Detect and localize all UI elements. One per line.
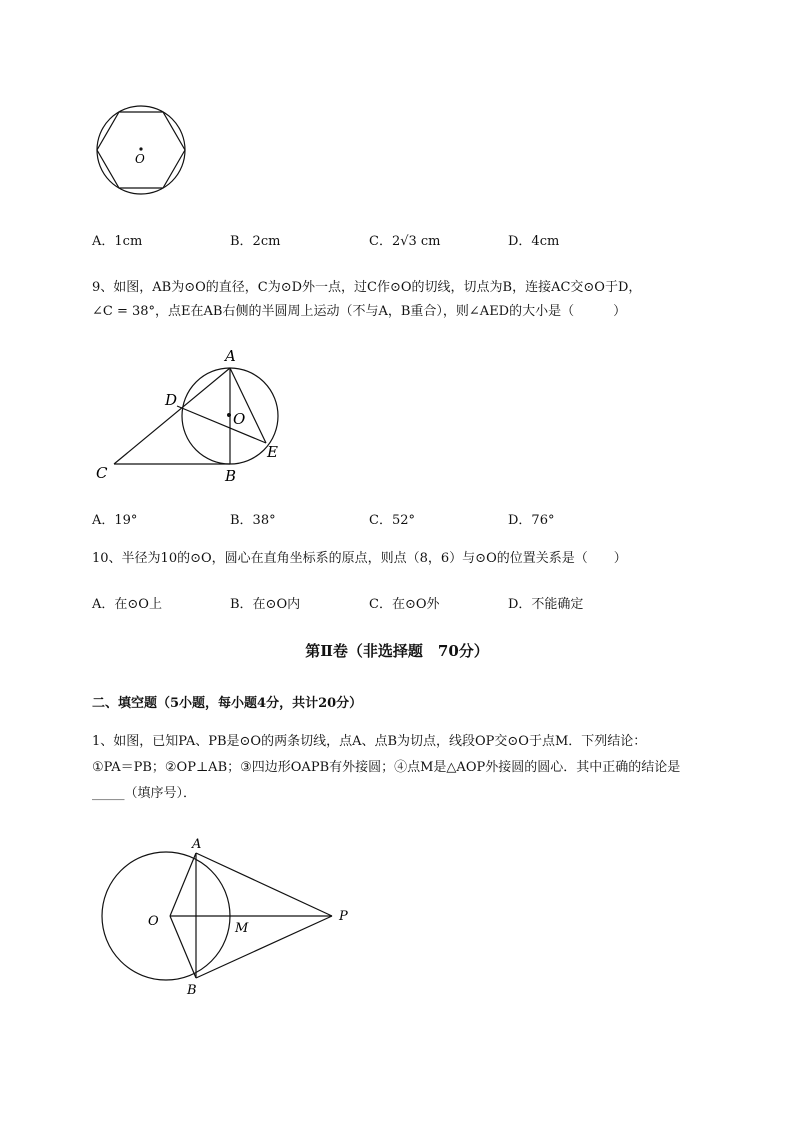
q10-stem: 10、半径为10的⊙O，圆心在直角坐标系的原点，则点（8，6）与⊙O的位置关系是（ ） [92, 551, 627, 566]
q10-option-a[interactable]: A．在⊙O上 [92, 597, 162, 612]
q8-option-d[interactable]: D．4cm [508, 234, 560, 249]
center-point [139, 147, 142, 150]
label-c: C [96, 464, 108, 482]
segment-ca [114, 368, 230, 464]
part2-title: 第Ⅱ卷（非选择题 70分） [305, 642, 489, 660]
q8-option-c[interactable]: C．2√3 cm [369, 234, 441, 249]
center-point-o [227, 413, 231, 417]
label-a: A [192, 837, 202, 852]
label-p: P [339, 909, 348, 924]
label-d: D [165, 391, 178, 409]
label-b: B [187, 983, 197, 998]
q10-option-b[interactable]: B．在⊙O内 [230, 597, 301, 612]
q9-option-b[interactable]: B．38° [230, 513, 276, 528]
q9-option-d[interactable]: D．76° [508, 513, 555, 528]
hexagon-circle-figure [90, 100, 200, 200]
tangent-pb [196, 916, 332, 978]
center-label-o: O [135, 152, 145, 166]
fill1-line3: _____（填序号）． [92, 786, 197, 801]
fill1-figure [96, 830, 366, 1000]
q8-option-a[interactable]: A．1cm [92, 234, 143, 249]
fill1-line2: ①PA＝PB；②OP⊥AB；③四边形OAPB有外接圆；④点M是△AOP外接圆的圆心．其中正确的结论是 [92, 760, 681, 775]
q9-option-a[interactable]: A．19° [92, 513, 138, 528]
segment-de [177, 406, 266, 443]
tangent-pa [196, 853, 332, 916]
q9-stem-line2: ∠C = 38°，点E在AB右侧的半圆周上运动（不与A，B重合），则∠AED的大小是（ ） [92, 304, 627, 319]
q8-option-b[interactable]: B．2cm [230, 234, 281, 249]
q10-option-d[interactable]: D．不能确定 [508, 597, 584, 612]
segment-ob [170, 916, 196, 978]
label-a: A [225, 347, 236, 365]
q9-figure [90, 340, 300, 490]
label-o: O [233, 410, 246, 428]
q10-option-c[interactable]: C．在⊙O外 [369, 597, 440, 612]
section2-title: 二、填空题（5小题，每小题4分，共计20分） [92, 696, 363, 711]
fill1-line1: 1、如图，已知PA、PB是⊙O的两条切线，点A、点B为切点，线段OP交⊙O于点M．下列结论： [92, 734, 647, 749]
label-o: O [148, 914, 159, 929]
q9-option-c[interactable]: C．52° [369, 513, 415, 528]
q9-stem-line1: 9、如图，AB为⊙O的直径，C为⊙D外一点，过C作⊙O的切线，切点为B，连接AC交⊙O于D， [92, 280, 642, 295]
label-m: M [235, 921, 249, 936]
label-b: B [225, 467, 237, 485]
label-e: E [267, 443, 278, 461]
segment-oa [170, 853, 196, 916]
